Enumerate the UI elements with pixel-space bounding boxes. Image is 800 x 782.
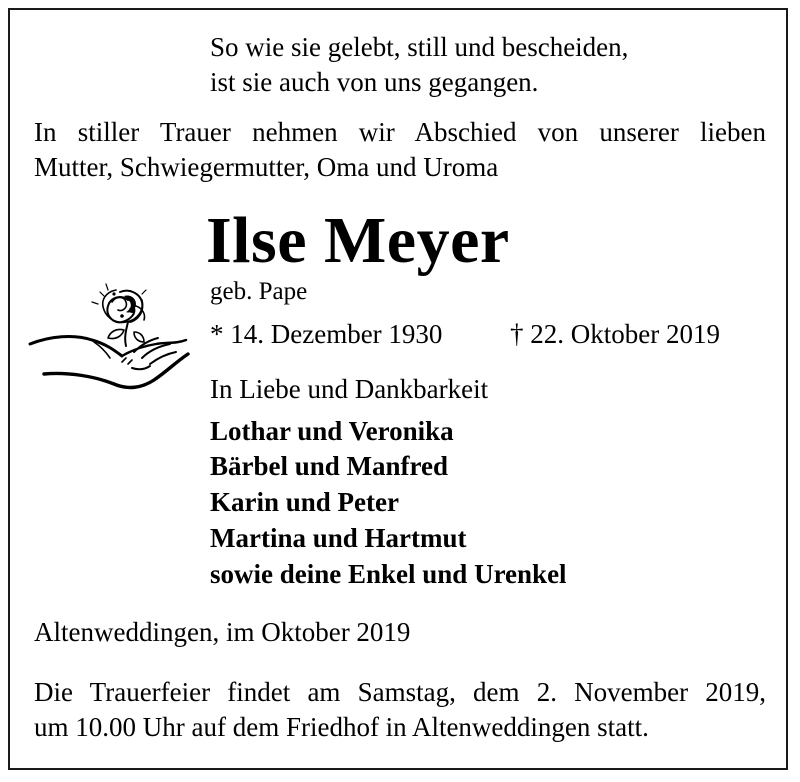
funeral-note-line-2: um 10.00 Uhr auf dem Friedhof in Altenweddingen statt. xyxy=(34,712,649,742)
mourner-name: sowie deine Enkel und Urenkel xyxy=(210,559,567,589)
rose-in-hands-icon xyxy=(24,282,196,402)
mourner-name: Bärbel und Manfred xyxy=(210,451,449,481)
funeral-note-line-1: Die Trauerfeier findet am Samstag, dem 2. November 2019, xyxy=(34,677,766,707)
mourner-name: Karin und Peter xyxy=(210,487,399,517)
intro-line-2: Mutter, Schwiegermutter, Oma und Uroma xyxy=(34,152,499,182)
mourners-heading: In Liebe und Dankbarkeit xyxy=(210,374,489,404)
motto-line-1: So wie sie gelebt, still und bescheiden, xyxy=(210,32,629,62)
mourner-name: Lothar und Veronika xyxy=(210,416,454,446)
birth-name: geb. Pape xyxy=(210,278,308,305)
place-and-date: Altenweddingen, im Oktober 2019 xyxy=(34,617,411,647)
motto-line-2: ist sie auch von uns gegangen. xyxy=(210,67,539,97)
birth-date: * 14. Dezember 1930 xyxy=(210,319,443,349)
mourner-name: Martina und Hartmut xyxy=(210,523,467,553)
intro-line-1: In stiller Trauer nehmen wir Abschied von unserer lieben xyxy=(34,117,766,147)
death-date: † 22. Oktober 2019 xyxy=(510,319,720,349)
deceased-name: Ilse Meyer xyxy=(206,204,510,277)
